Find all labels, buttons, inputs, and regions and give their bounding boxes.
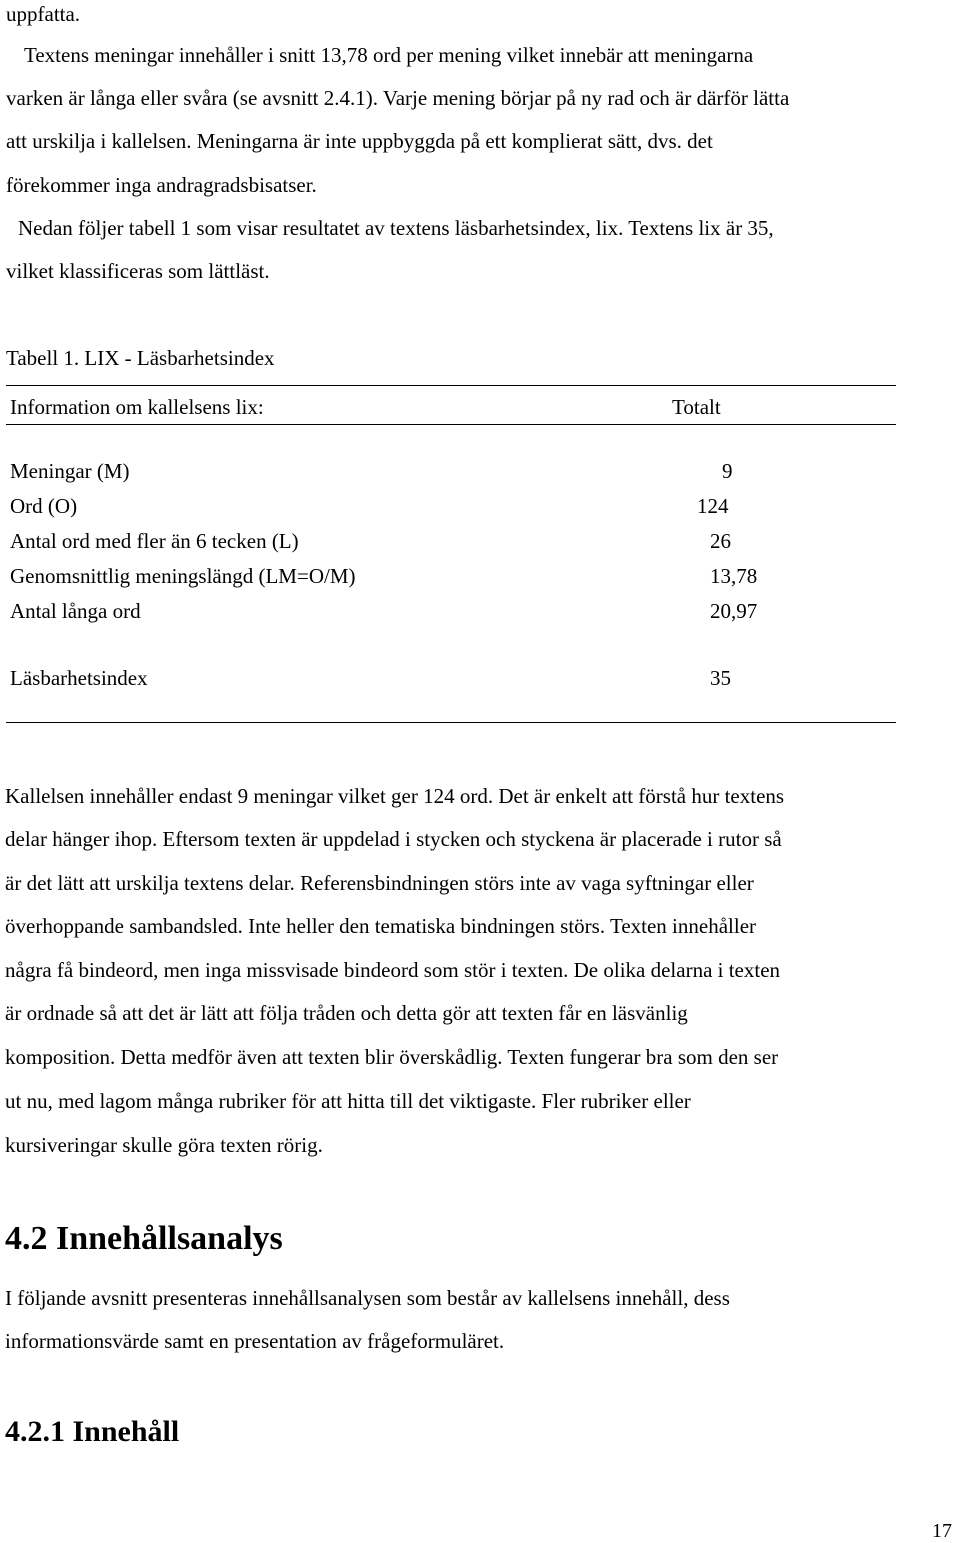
discussion-line: är det lätt att urskilja textens delar. Referensbindningen störs inte av vaga syftningar eller (5, 871, 754, 895)
section-text-line: I följande avsnitt presenteras innehållsanalysen som består av kallelsens innehåll, dess (5, 1286, 730, 1310)
intro-line: Nedan följer tabell 1 som visar resultatet av textens läsbarhetsindex, lix. Textens lix är 35, (18, 216, 774, 240)
section-heading: 4.2 Innehållsanalys (5, 1220, 283, 1257)
table-row-label: Antal ord med fler än 6 tecken (L) (10, 529, 299, 553)
discussion-line: överhoppande sambandsled. Inte heller den tematiska bindningen störs. Texten innehåller (5, 914, 757, 938)
table-row-value: 26 (710, 529, 731, 553)
table-row-label: Läsbarhetsindex (10, 666, 148, 690)
discussion-line: några få bindeord, men inga missvisade bindeord som stör i texten. De olika delarna i texten (5, 958, 781, 982)
discussion-line: komposition. Detta medför även att texten blir överskådlig. Texten fungerar bra som den ser (5, 1045, 779, 1069)
subsection-heading: 4.2.1 Innehåll (5, 1415, 180, 1448)
table-bottom-rule (6, 722, 896, 723)
discussion-line: Kallelsen innehåller endast 9 meningar vilket ger 124 ord. Det är enkelt att förstå hur textens (5, 784, 785, 808)
table-row-label: Antal långa ord (10, 599, 141, 623)
table-row-value: 9 (722, 459, 733, 483)
intro-line: vilket klassificeras som lättläst. (6, 259, 270, 283)
table-header-label: Information om kallelsens lix: (10, 395, 264, 419)
discussion-line: kursiveringar skulle göra texten rörig. (5, 1133, 323, 1157)
intro-line: varken är långa eller svåra (se avsnitt 2.4.1). Varje mening börjar på ny rad och är därför lätta (6, 86, 790, 110)
table-caption: Tabell 1. LIX - Läsbarhetsindex (6, 346, 275, 370)
table-row-value: 124 (697, 494, 729, 518)
table-row-label: Genomsnittlig meningslängd (LM=O/M) (10, 564, 356, 588)
page-number: 17 (932, 1520, 952, 1542)
discussion-line: ut nu, med lagom många rubriker för att hitta till det viktigaste. Fler rubriker eller (5, 1089, 691, 1113)
discussion-line: delar hänger ihop. Eftersom texten är uppdelad i stycken och styckena är placerade i rutor så (5, 827, 782, 851)
table-top-rule (6, 385, 896, 386)
table-row-value: 20,97 (710, 599, 758, 623)
table-row-label: Meningar (M) (10, 459, 130, 483)
table-header-rule (6, 424, 896, 425)
table-header-total: Totalt (672, 395, 721, 419)
intro-line: Textens meningar innehåller i snitt 13,78 ord per mening vilket innebär att meningarna (24, 43, 754, 67)
intro-line: att urskilja i kallelsen. Meningarna är inte uppbyggda på ett komplierat sätt, dvs. det (6, 129, 713, 153)
table-row-value: 35 (710, 666, 731, 690)
discussion-line: är ordnade så att det är lätt att följa tråden och detta gör att texten får en läsvänlig (5, 1001, 688, 1025)
table-row-value: 13,78 (710, 564, 758, 588)
section-text-line: informationsvärde samt en presentation av frågeformuläret. (5, 1329, 505, 1353)
intro-line: förekommer inga andragradsbisatser. (6, 173, 317, 197)
table-row-label: Ord (O) (10, 494, 78, 518)
intro-line: uppfatta. (6, 2, 81, 26)
